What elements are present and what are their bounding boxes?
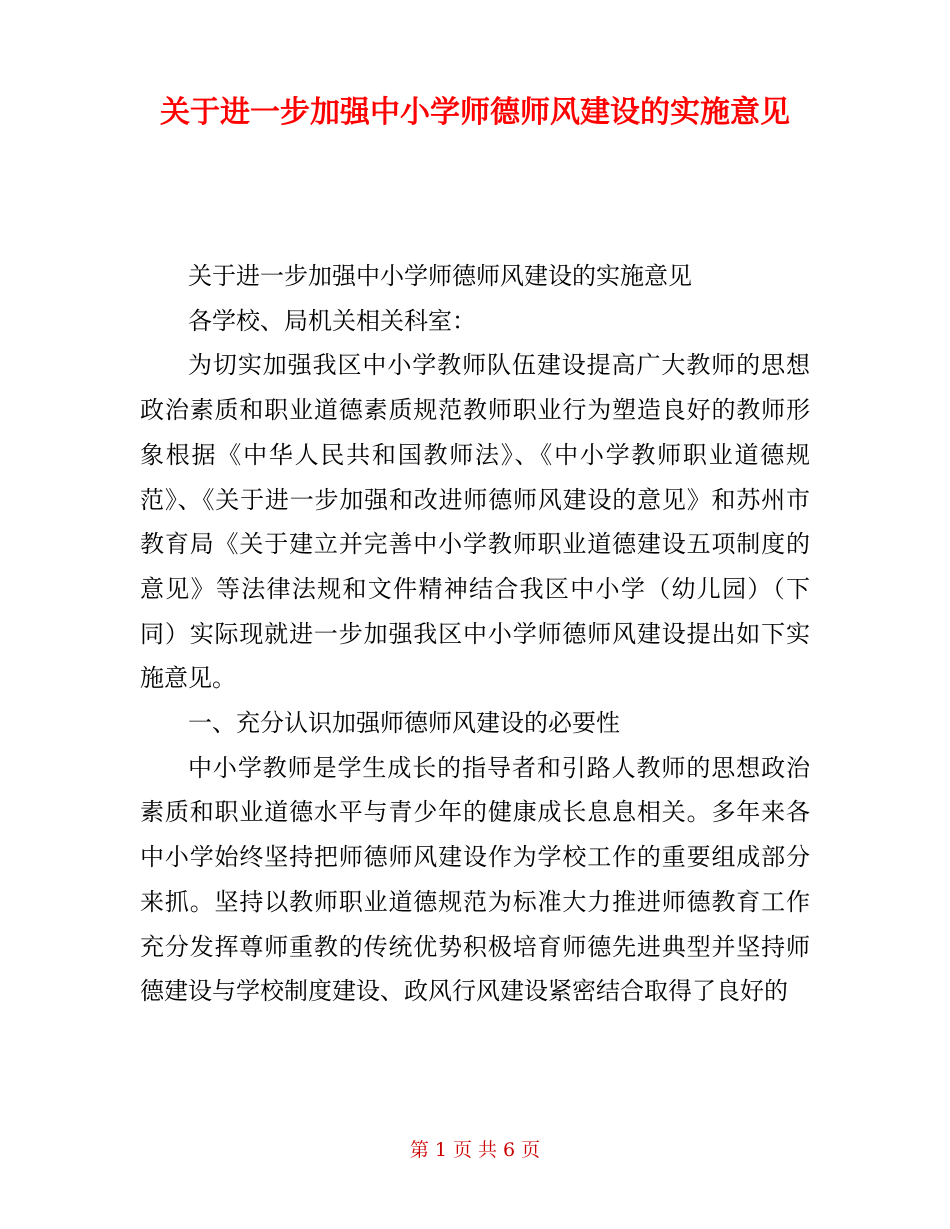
- document-title: 关于进一步加强中小学师德师风建设的实施意见: [160, 95, 790, 130]
- section-heading-1: 一、充分认识加强师德师风建设的必要性: [188, 709, 620, 738]
- body-paragraph-intro: 为切实加强我区中小学教师队伍建设提高广大教师的思想政治素质和职业道德素质规范教师职业行为塑造良好的教师形象根据《中华人民共和国教师法》、《中小学教师职业道德规范》、《关于进一步加强和改进师德师风建设的意见》和苏州市教育局《关于建立并完善中小学教师职业道德建设五项制度的意见》等法律法规和文件精神结合我区中小学（幼儿园）（下同）实际现就进一步加强我区中小学师德师风建设提出如下实施意见。: [140, 351, 810, 693]
- body-paragraph-heading: 关于进一步加强中小学师德师风建设的实施意见: [188, 262, 692, 290]
- body-paragraph-section-1: 中小学教师是学生成长的指导者和引路人教师的思想政治素质和职业道德水平与青少年的健康成长息息相关。多年来各中小学始终坚持把师德师风建设作为学校工作的重要组成部分来抓。坚持以教师职业道德规范为标准大力推进师德教育工作充分发挥尊师重教的传统优势积极培育师德先进典型并坚持师德建设与学校制度建设、政风行风建设紧密结合取得了良好的: [140, 753, 810, 1006]
- body-paragraph-salutation: 各学校、局机关相关科室：: [188, 306, 476, 335]
- page-number-footer: 第 1 页 共 6 页: [409, 1139, 541, 1161]
- document-body: [140, 254, 810, 1014]
